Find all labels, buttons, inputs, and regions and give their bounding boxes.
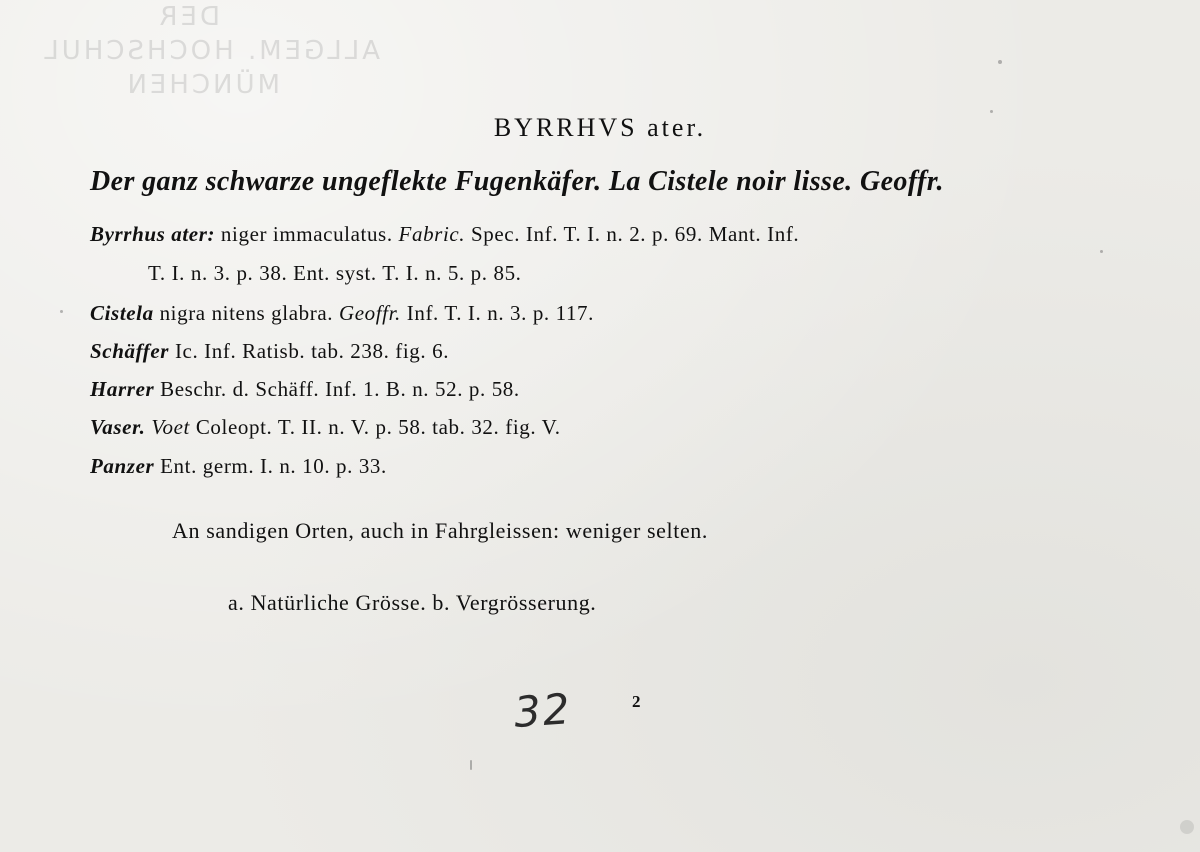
- reference-rest: Coleopt. T. II. n. V. p. 58. tab. 32. fig. V.: [189, 415, 561, 439]
- habitat-note: An sandigen Orten, auch in Fahrgleissen: weniger selten.: [172, 518, 709, 543]
- reference-rest: Spec. Inf. T. I. n. 2. p. 69. Mant. Inf.: [465, 222, 800, 246]
- paper-speck: [60, 310, 63, 313]
- reference-cite: Voet: [151, 415, 190, 439]
- reference-text: T. I. n. 3. p. 38. Ent. syst. T. I. n. 5. p. 85.: [148, 261, 522, 285]
- signature-mark: 2: [632, 692, 641, 711]
- reference-author: Panzer: [90, 454, 155, 478]
- reference-author: Vaser.: [90, 415, 146, 439]
- paper-speck: [990, 110, 993, 113]
- reference-rest: Inf. T. I. n. 3. p. 117.: [400, 301, 594, 325]
- bleed-line: DER: [156, 2, 220, 32]
- paper-speck: [1100, 250, 1103, 253]
- bleed-line: MÜNCHEN: [124, 70, 280, 100]
- reference-author: Schäffer: [90, 339, 170, 363]
- reference-author: Byrrhus ater:: [90, 222, 216, 246]
- reference-cite: Geoffr.: [338, 301, 401, 325]
- paper-speck: [470, 760, 472, 770]
- paper-speck: [1180, 820, 1194, 834]
- reference-cite: Fabric.: [398, 222, 466, 246]
- figure-legend: a. Natürliche Grösse. b. Vergrösserung.: [228, 590, 597, 615]
- reference-text: Ic. Inf. Ratisb. tab. 238. fig. 6.: [169, 339, 450, 363]
- page-title: BYRRHVS ater.: [493, 113, 707, 142]
- handwritten-plate-number: 32: [512, 684, 574, 737]
- paper-speck: [998, 60, 1002, 64]
- reference-text: Beschr. d. Schäff. Inf. 1. B. n. 52. p. 58.: [154, 377, 520, 401]
- reference-line: [90, 301, 594, 326]
- reference-author: Harrer: [90, 377, 155, 401]
- reference-author: Cistela: [90, 301, 154, 325]
- bleed-line: ALLGEM. HOCHSCHUL: [41, 36, 380, 66]
- reference-line: [90, 415, 561, 440]
- reference-text: Ent. germ. I. n. 10. p. 33.: [154, 454, 387, 478]
- reference-line: [90, 377, 520, 402]
- reference-text: nigra nitens glabra.: [153, 301, 339, 325]
- common-names: Der ganz schwarze ungeflekte Fugenkäfer. La Cistele noir lisse. Geoffr.: [90, 166, 944, 197]
- reference-line: [90, 454, 387, 479]
- reference-line: [90, 222, 799, 247]
- reference-text: niger immaculatus.: [215, 222, 399, 246]
- reference-line: [90, 339, 449, 364]
- reference-line: [148, 261, 522, 286]
